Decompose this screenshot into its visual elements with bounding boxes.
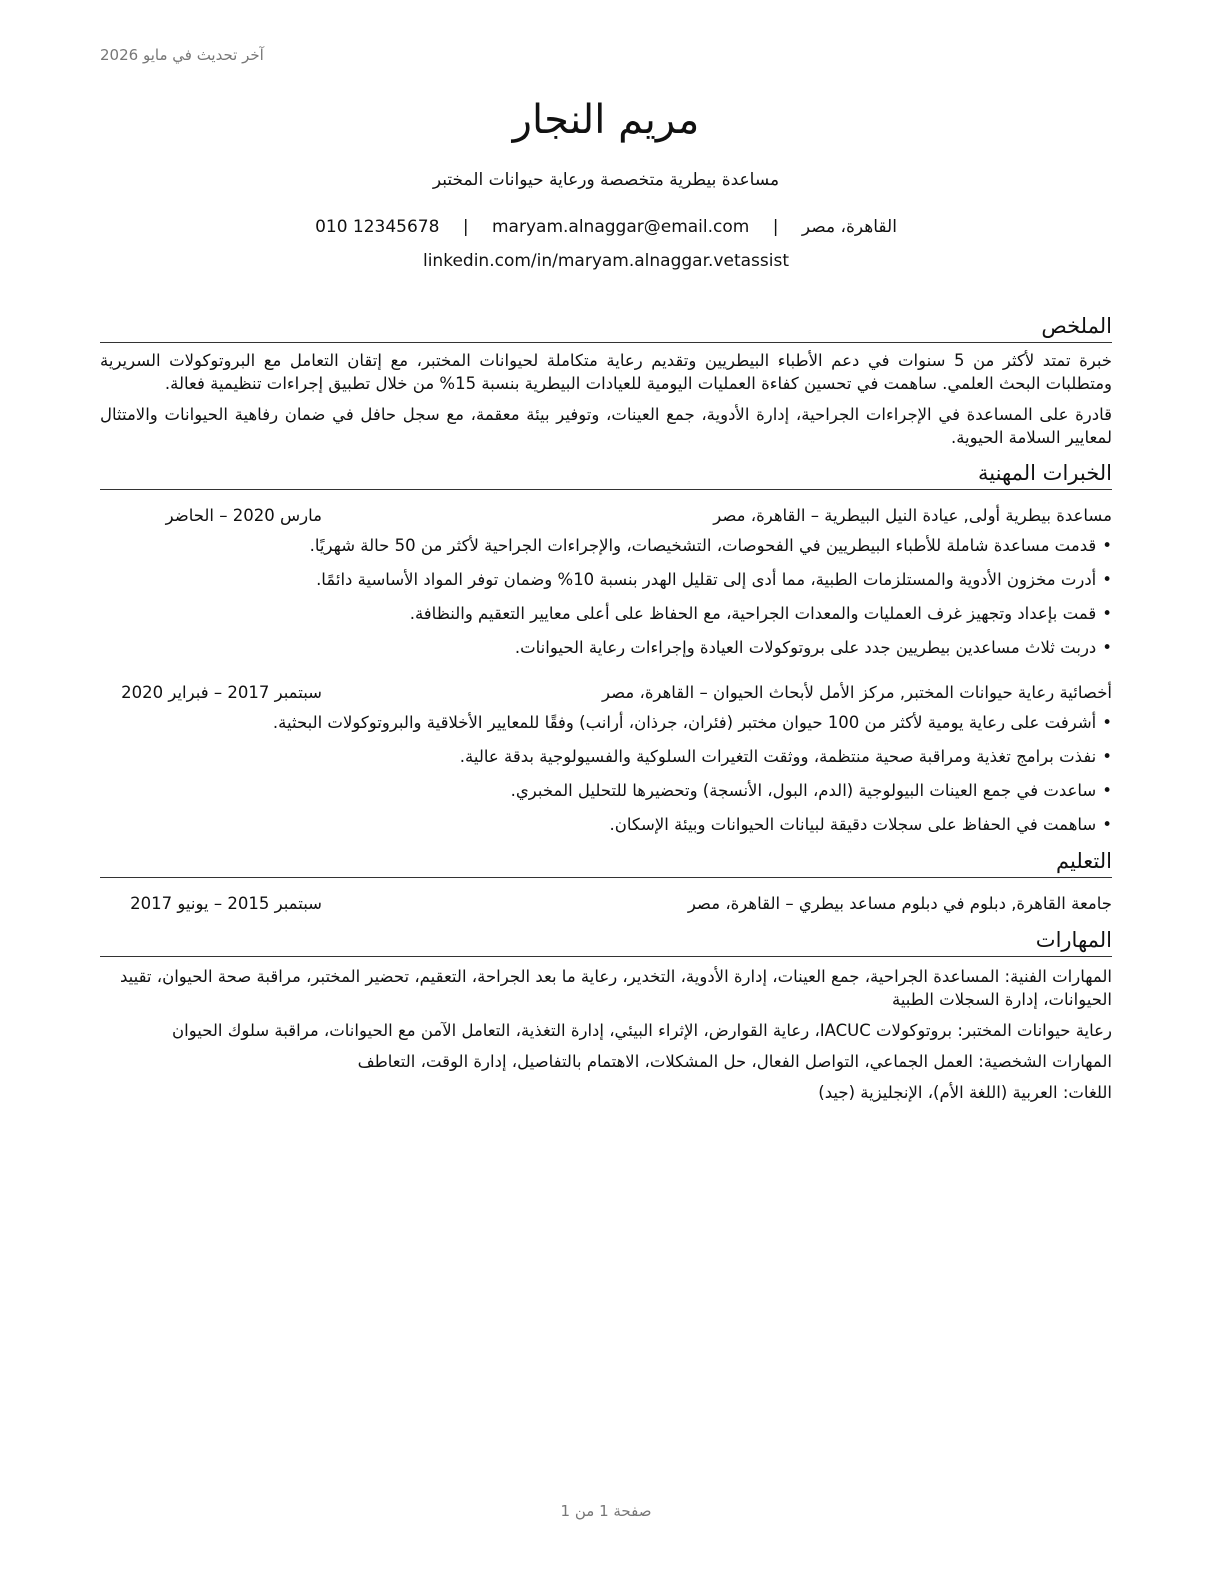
skills-line: المهارات الشخصية: العمل الجماعي، التواصل الفعال، حل المشكلات، الاهتمام بالتفاصيل، إدارة الوقت، التعاطف bbox=[357, 1052, 1112, 1071]
job-role-org: أخصائية رعاية حيوانات المختبر, مركز الأمل لأبحاث الحيوان – القاهرة، مصر bbox=[602, 683, 1112, 702]
skills-section bbox=[100, 926, 1112, 1104]
skills-heading: المهارات bbox=[100, 926, 1112, 957]
bullet-icon: • bbox=[1102, 604, 1112, 623]
bullet-icon: • bbox=[1102, 536, 1112, 555]
skills-line: اللغات: العربية (اللغة الأم)، الإنجليزية (جيد) bbox=[818, 1083, 1112, 1102]
bullet-text: أدرت مخزون الأدوية والمستلزمات الطبية، مما أدى إلى تقليل الهدر بنسبة 10% وضمان توفر المواد الأساسية دائمًا. bbox=[316, 570, 1097, 589]
experience-heading: الخبرات المهنية bbox=[100, 459, 1112, 490]
skills-line: المهارات الفنية: المساعدة الجراحية، جمع العينات، إدارة الأدوية، التخدير، رعاية ما بعد الجراحة، التعقيم، تحضير المختبر، مراقبة صحة الحيوان، تقييد الحيوانات، إدارة السجلات الطبية bbox=[119, 967, 1112, 1009]
bullet-icon: • bbox=[1102, 638, 1112, 657]
resume-page bbox=[100, 0, 1112, 1584]
last-updated: آخر تحديث في مايو 2026 bbox=[100, 46, 264, 64]
page-number: صفحة 1 من 1 bbox=[560, 1502, 652, 1520]
location: القاهرة، مصر bbox=[801, 217, 897, 237]
list-item bbox=[100, 711, 1112, 734]
bullet-text: قدمت مساعدة شاملة للأطباء البيطريين في الفحوصات، التشخيصات، والإجراءات الجراحية لأكثر من 50 حالة شهريًا. bbox=[309, 536, 1097, 555]
job-entry bbox=[100, 504, 1112, 659]
job-header bbox=[100, 681, 1112, 705]
education-institution: جامعة القاهرة, دبلوم في دبلوم مساعد بيطري – القاهرة، مصر bbox=[687, 894, 1112, 913]
job-header bbox=[100, 504, 1112, 528]
list-item bbox=[100, 534, 1112, 557]
bullet-text: أشرفت على رعاية يومية لأكثر من 100 حيوان مختبر (فئران، جرذان، أرانب) وفقًا للمعايير الأخلاقية والبروتوكولات البحثية. bbox=[272, 713, 1097, 732]
job-entry bbox=[100, 681, 1112, 836]
bullet-text: قمت بإعداد وتجهيز غرف العمليات والمعدات الجراحية، مع الحفاظ على أعلى معايير التعقيم والنظافة. bbox=[409, 604, 1097, 623]
job-dates: مارس 2020 – الحاضر bbox=[165, 506, 322, 525]
experience-section bbox=[100, 459, 1112, 836]
separator: | bbox=[462, 217, 469, 237]
separator: | bbox=[772, 217, 779, 237]
list-item bbox=[100, 745, 1112, 768]
list-item bbox=[100, 636, 1112, 659]
summary-section bbox=[100, 312, 1112, 449]
skills-line: رعاية حيوانات المختبر: بروتوكولات IACUC، رعاية القوارض، الإثراء البيئي، إدارة التغذية، التعامل الآمن مع الحيوانات، مراقبة سلوك الحيوان bbox=[172, 1021, 1112, 1040]
resume-header bbox=[100, 92, 1112, 274]
email-link[interactable]: maryam.alnaggar@email.com bbox=[492, 217, 750, 237]
candidate-title: مساعدة بيطرية متخصصة ورعاية حيوانات المختبر bbox=[432, 170, 780, 190]
bullet-text: دربت ثلاث مساعدين بيطريين جدد على بروتوكولات العيادة وإجراءات رعاية الحيوانات. bbox=[514, 638, 1097, 657]
list-item bbox=[100, 602, 1112, 625]
candidate-name: مريم النجار bbox=[512, 97, 700, 143]
bullet-icon: • bbox=[1102, 815, 1112, 834]
job-bullets bbox=[100, 711, 1112, 836]
education-section bbox=[100, 847, 1112, 916]
list-item bbox=[100, 779, 1112, 802]
bullet-text: ساهمت في الحفاظ على سجلات دقيقة لبيانات الحيوانات وبيئة الإسكان. bbox=[609, 815, 1097, 834]
bullet-icon: • bbox=[1102, 713, 1112, 732]
bullet-icon: • bbox=[1102, 747, 1112, 766]
contact-line bbox=[100, 214, 1112, 240]
bullet-icon: • bbox=[1102, 570, 1112, 589]
linkedin-link[interactable]: linkedin.com/in/maryam.alnaggar.vetassist bbox=[422, 251, 789, 271]
bullet-text: ساعدت في جمع العينات البيولوجية (الدم، البول، الأنسجة) وتحضيرها للتحليل المخبري. bbox=[510, 781, 1097, 800]
job-dates: سبتمبر 2017 – فبراير 2020 bbox=[121, 683, 322, 702]
list-item bbox=[100, 813, 1112, 836]
education-entry bbox=[100, 892, 1112, 916]
job-role-org: مساعدة بيطرية أولى, عيادة النيل البيطرية – القاهرة، مصر bbox=[713, 506, 1112, 525]
education-dates: سبتمبر 2015 – يونيو 2017 bbox=[130, 894, 322, 913]
bullet-text: نفذت برامج تغذية ومراقبة صحية منتظمة، ووثقت التغيرات السلوكية والفسيولوجية بدقة عالية. bbox=[459, 747, 1097, 766]
resume-content bbox=[100, 312, 1112, 1104]
education-heading: التعليم bbox=[100, 847, 1112, 878]
summary-paragraph: قادرة على المساعدة في الإجراءات الجراحية، إدارة الأدوية، جمع العينات، وتوفير بيئة معقمة، مع سجل حافل في ضمان رفاهية الحيوانات والامتثال لمعايير السلامة الحيوية. bbox=[100, 405, 1112, 447]
summary-paragraph: خبرة تمتد لأكثر من 5 سنوات في دعم الأطباء البيطريين وتقديم رعاية متكاملة لحيوانات المختبر، مع إتقان التعامل مع البروتوكولات السريرية ومتطلبات البحث العلمي. ساهمت في تحسين كفاءة العمليات اليومية للعيادات البيطرية بنسبة 15% من خلال تطبيق إجراءات تنظيمية فعالة. bbox=[100, 351, 1112, 393]
summary-heading: الملخص bbox=[100, 312, 1112, 343]
bullet-icon: • bbox=[1102, 781, 1112, 800]
job-bullets bbox=[100, 534, 1112, 659]
list-item bbox=[100, 568, 1112, 591]
phone-number: 010 12345678 bbox=[315, 217, 440, 237]
